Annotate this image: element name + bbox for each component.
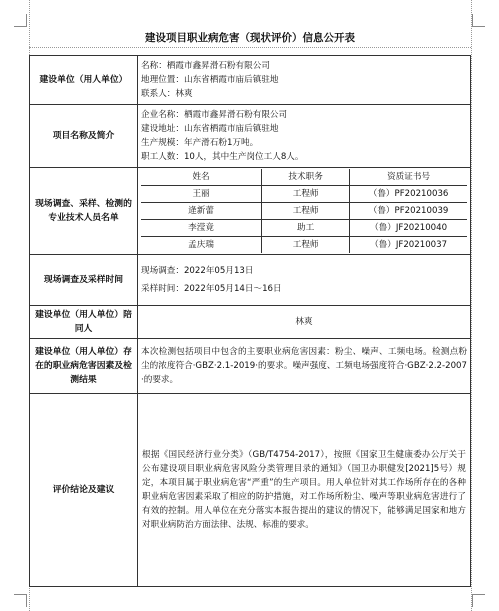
value-hazards: 本次检测包括项目中包含的主要职业病危害因素：粉尘、噪声、工频电场。检测点粉尘的浓度符合·GBZ·2.1-2019·的要求。噪声强度、工频电场强度符合·GBZ·2.2-2007·的要求。 [138, 339, 471, 394]
project-address: 建设地址：山东省栖霞市庙后镇驻地 [141, 124, 279, 134]
crop-mark-top-right [472, 14, 485, 27]
value-project [138, 105, 471, 168]
page-title: 建设项目职业病危害（现状评价）信息公开表 [29, 29, 471, 48]
employer-location: 地理位置：山东省栖霞市庙后镇驻地 [141, 75, 279, 85]
staff-title: 工程师 [262, 203, 350, 220]
value-conclusion: 根据《国民经济行业分类》（GB/T4754-2017），按照《国家卫生健康委办公厅关于公布建设项目职业病危害风险分类管理目录的通知》（国卫办职健发[2021]5号）规定，本项目属于职业病危害“严重”的生产项目。用人单位针对其工作场所存在的各种职业病危害因素采取了相应的防护措施，对工作场所粉尘、噪声等职业病危害进行了有效的控制。用人单位在充分落实本报告提出的建议的情况下，能够满足国家和地方对职业病防治方面法律、法规、标准的要求。 [138, 394, 471, 587]
staff-title: 工程师 [262, 237, 350, 254]
staff-title: 工程师 [262, 186, 350, 203]
info-table [29, 55, 471, 587]
staff-cert: （鲁）PF20210039 [350, 203, 467, 220]
row-project [30, 105, 471, 168]
label-staff: 现场调查、采样、检测的专业技术人员名单 [30, 168, 138, 255]
row-hazards [30, 339, 471, 394]
project-staff-count: 职工人数：10人，其中生产岗位工人8人。 [141, 152, 304, 162]
value-staff [138, 168, 471, 255]
staff-cert: （鲁）PF20210036 [350, 186, 467, 203]
project-company: 企业名称：栖霞市鑫昇滑石粉有限公司 [141, 110, 288, 120]
staff-name: 孟庆瑞 [141, 237, 262, 254]
staff-name: 李滢竟 [141, 220, 262, 237]
label-survey-time: 现场调查及采样时间 [30, 255, 138, 306]
staff-row [141, 203, 467, 220]
label-conclusion: 评价结论及建议 [30, 394, 138, 587]
staff-name: 王丽 [141, 186, 262, 203]
staff-title: 助工 [262, 220, 350, 237]
label-employer: 建设单位（用人单位） [30, 56, 138, 105]
row-survey-time [30, 255, 471, 306]
value-escort: 林爽 [138, 306, 471, 339]
staff-cert: （鲁）JF20210037 [350, 237, 467, 254]
value-employer [138, 56, 471, 105]
staff-table [141, 169, 467, 253]
sampling-date: 采样时间：2022年05月14日～16日 [141, 284, 282, 294]
survey-date: 现场调查：2022年05月13日 [141, 266, 254, 276]
crop-mark-bottom-right [472, 594, 485, 607]
crop-mark-top-left [14, 14, 27, 27]
staff-header-name: 姓名 [141, 169, 262, 186]
project-scale: 生产规模：年产滑石粉1万吨。 [141, 138, 259, 148]
staff-header-title: 技术职务 [262, 169, 350, 186]
staff-header-row [141, 169, 467, 186]
employer-contact: 联系人：林爽 [141, 89, 193, 99]
staff-cert: （鲁）JF20210040 [350, 220, 467, 237]
staff-row [141, 220, 467, 237]
row-conclusion [30, 394, 471, 587]
staff-header-cert: 资质证书号 [350, 169, 467, 186]
staff-name: 逄新蕾 [141, 203, 262, 220]
employer-name: 名称：栖霞市鑫昇滑石粉有限公司 [141, 61, 270, 71]
label-escort: 建设单位（用人单位）陪同人 [30, 306, 138, 339]
row-staff [30, 168, 471, 255]
staff-row [141, 186, 467, 203]
staff-row [141, 237, 467, 254]
row-escort [30, 306, 471, 339]
label-hazards: 建设单位（用人单位）存在的职业病危害因素及检测结果 [30, 339, 138, 394]
label-project: 项目名称及简介 [30, 105, 138, 168]
crop-mark-bottom-left [14, 594, 27, 607]
margin-guide-right [471, 0, 472, 611]
value-survey-time [138, 255, 471, 306]
row-employer [30, 56, 471, 105]
